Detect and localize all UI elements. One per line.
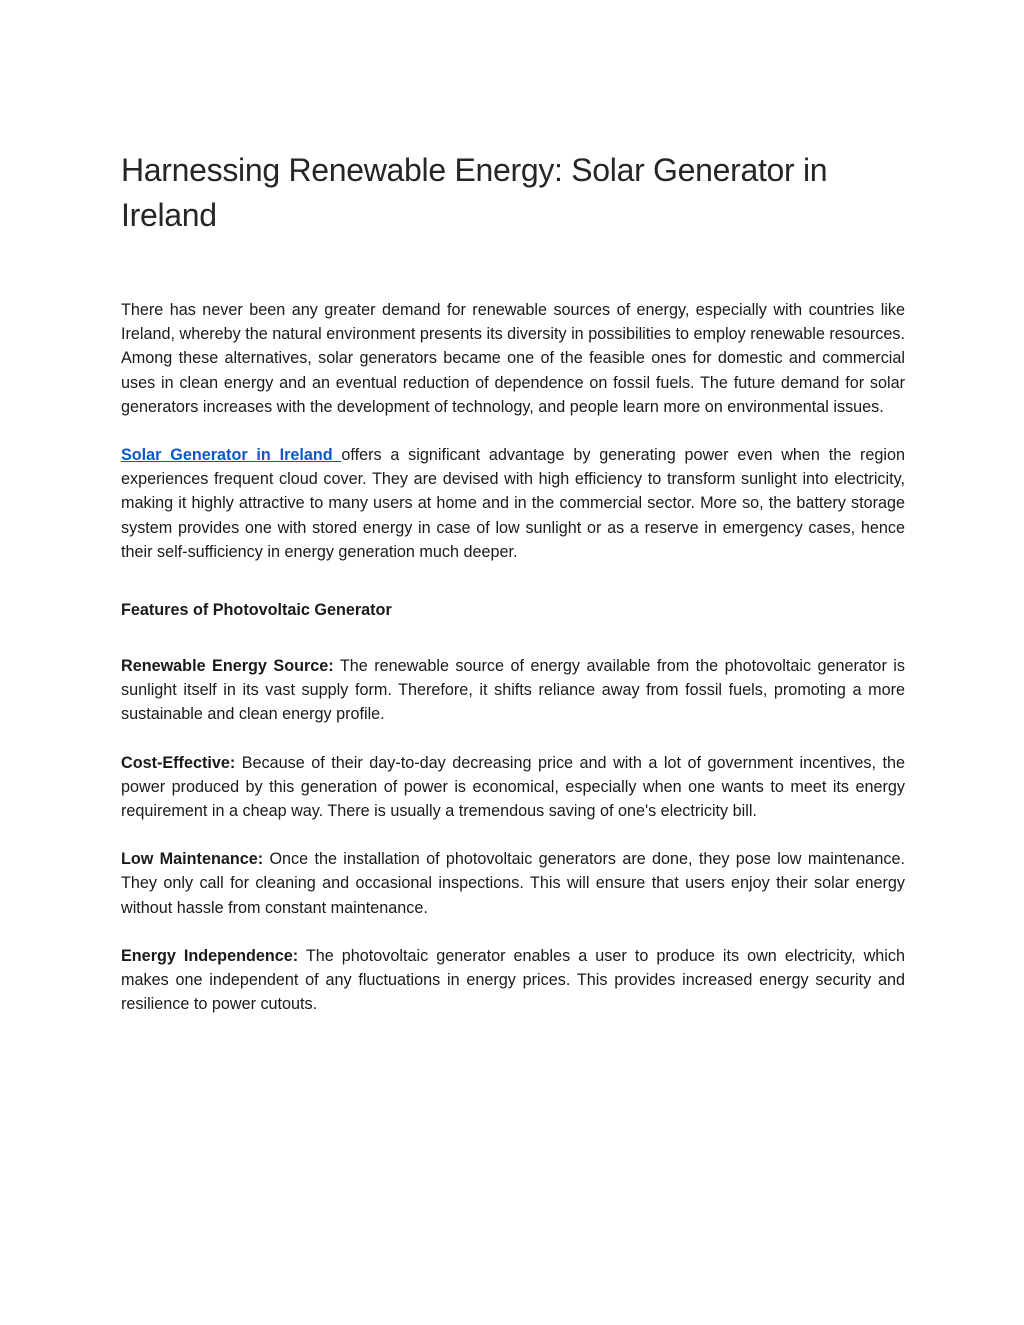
document-title: Harnessing Renewable Energy: Solar Generator in Ireland xyxy=(121,152,828,233)
feature-text: The renewable source of energy available from the photovoltaic generator is sunlight itself in its vast supply form. Therefore, it shifts reliance away from fossil fuels, promoting a more sustainable and clean energy profile. xyxy=(121,657,905,724)
feature-label: Low Maintenance: xyxy=(121,850,264,869)
feature-renewable-energy-source xyxy=(121,654,905,727)
feature-cost-effective xyxy=(121,751,905,824)
feature-energy-independence xyxy=(121,944,905,1017)
feature-label: Energy Independence: xyxy=(121,946,299,965)
link-paragraph xyxy=(121,443,905,564)
feature-text: The photovoltaic generator enables a user to produce its own electricity, which makes one independent of any fluctuations in energy prices. This provides increased energy security and resilience to power cutouts. xyxy=(121,946,905,1014)
feature-label: Renewable Energy Source: xyxy=(121,657,334,676)
feature-text: Once the installation of photovoltaic generators are done, they pose low maintenance. They only call for cleaning and occasional inspections. This will ensure that users enjoy their solar energy without hassle from constant maintenance. xyxy=(121,850,906,917)
solar-generator-ireland-link[interactable]: Solar Generator in Ireland xyxy=(121,446,342,465)
feature-text: Because of their day-to-day decreasing price and with a lot of government incentives, the power produced by this generation of power is economical, especially when one wants to meet its energy requirement in a cheap way. There is usually a tremendous saving of one's electricity bill. xyxy=(121,753,905,821)
feature-low-maintenance xyxy=(121,847,905,920)
feature-label: Cost-Effective: xyxy=(121,753,236,772)
document-page xyxy=(121,148,905,1016)
link-paragraph-text: offers a significant advantage by generating power even when the region experiences frequent cloud cover. They are devised with high efficiency to transform sunlight into electricity, making it highly attractive to many users at home and in the commercial sector. More so, the battery storage system provides one with stored energy in case of low sunlight or as a reserve in emergency cases, hence their self-sufficiency in energy generation much deeper. xyxy=(121,446,905,561)
section-heading: Features of Photovoltaic Generator xyxy=(121,601,392,620)
intro-paragraph: There has never been any greater demand for renewable sources of energy, especially with countries like Ireland, whereby the natural environment presents its diversity in possibilities to employ renewable resources. Among these alternatives, solar generators became one of the feasible ones for domestic and commercial uses in clean energy and an eventual reduction of dependence on fossil fuels. The future demand for solar generators increases with the development of technology, and people learn more on environmental issues. xyxy=(121,301,905,416)
